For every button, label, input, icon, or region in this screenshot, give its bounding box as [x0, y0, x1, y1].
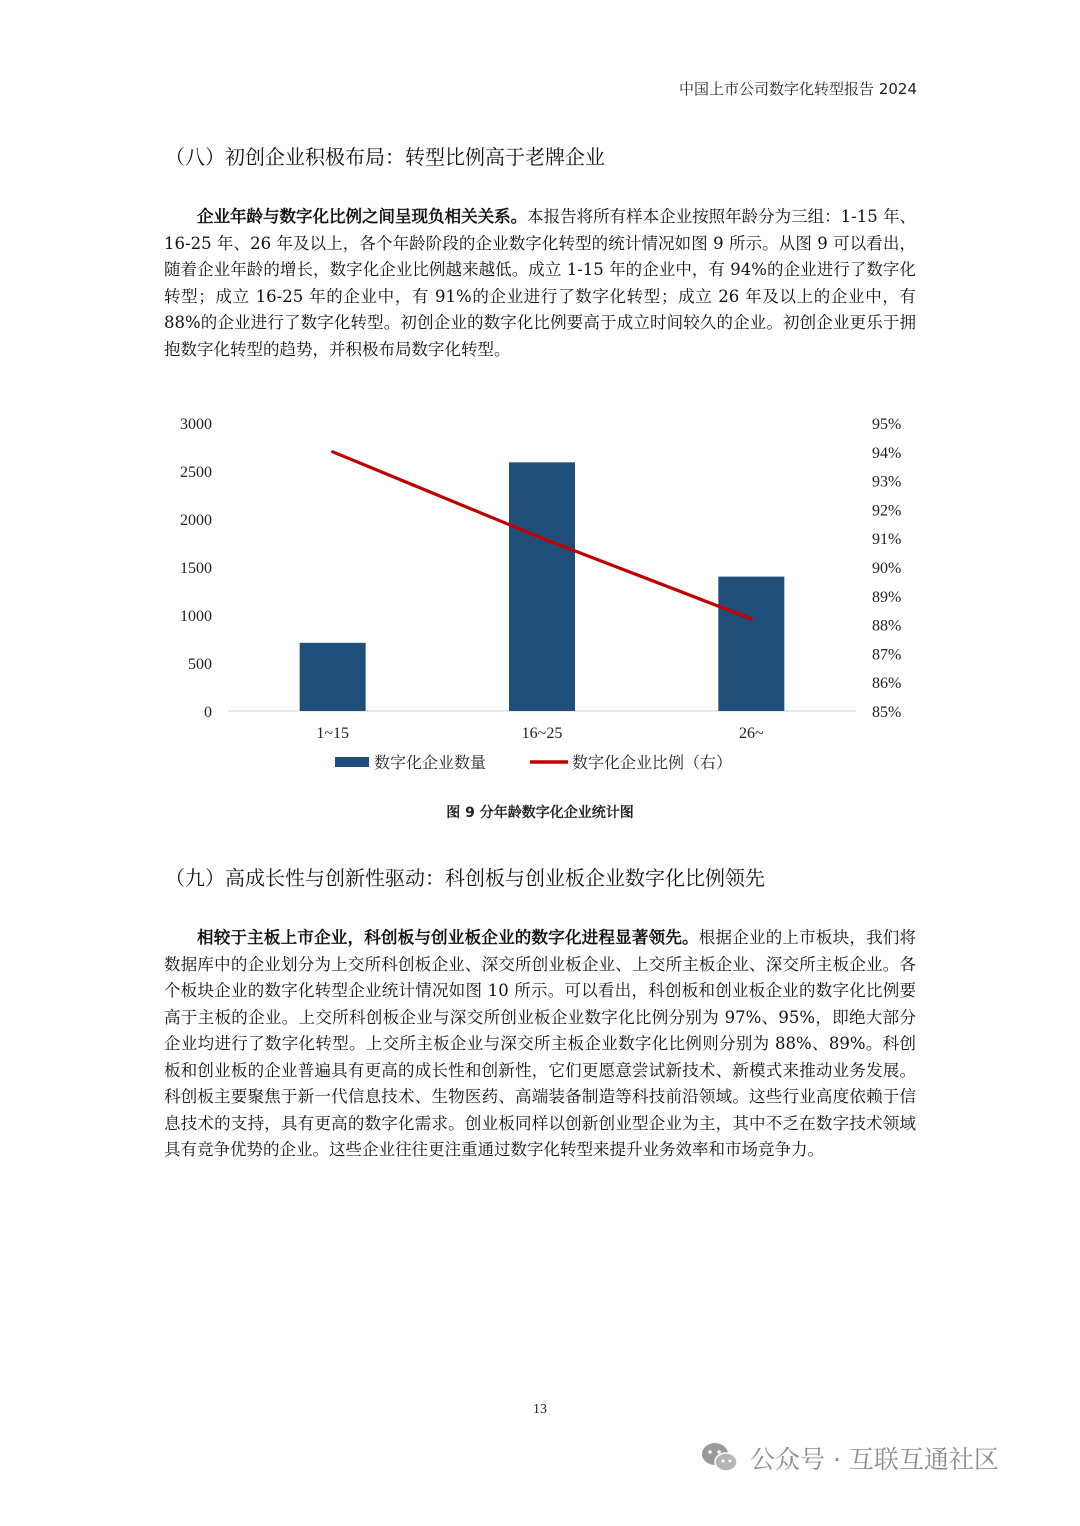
x-axis-tick-label: 16~25: [521, 725, 563, 742]
right-axis-tick-label: 93%: [872, 473, 902, 491]
right-axis-ticks: [872, 416, 901, 721]
legend-line-label: 数字化企业比例（右）: [572, 753, 733, 772]
section-9-lead: 相较于主板上市企业，科创板与创业板企业的数字化进程显著领先。: [197, 928, 699, 947]
bar-26~: [718, 577, 784, 711]
age-digitalization-chart: [160, 408, 930, 798]
right-axis-tick-label: 87%: [872, 646, 902, 664]
section-8-heading: （八）初创企业积极布局：转型比例高于老牌企业: [165, 145, 605, 169]
right-axis-tick-label: 95%: [872, 416, 902, 433]
section-8-paragraph: [164, 204, 916, 363]
report-header: 中国上市公司数字化转型报告 2024: [679, 80, 917, 98]
bar-16~25: [509, 462, 575, 711]
bar-series: [300, 462, 785, 711]
watermark: [700, 1436, 1050, 1480]
wechat-icon: [700, 1440, 740, 1476]
left-axis-ticks: [180, 416, 212, 721]
section-9-paragraph: [164, 925, 916, 1164]
right-axis-tick-label: 85%: [872, 704, 902, 721]
left-axis-tick-label: 2500: [180, 464, 212, 481]
section-9-body: 根据企业的上市板块，我们将数据库中的企业划分为上交所科创板企业、深交所创业板企业、上交所主板企业、深交所主板企业。各个板块企业的数字化转型企业统计情况如图 10 所示。可以看出，科创板和创业板企业的数字化比例要高于主板的企业。上交所科创板企业与深交所创业板企业数字化比例分别为 97%、95%，即绝大部分企业均进行了数字化转型。上交所主板企业与深交所主板企业数字化比例则分别为 88%、89%。科创板和创业板的企业普遍具有更高的成长性和创新性，它们更愿意尝试新技术、新模式来推动业务发展。科创板主要聚焦于新一代信息技术、生物医药、高端装备制造等科技前沿领域。这些行业高度依赖于信息技术的支持，具有更高的数字化需求。创业板同样以创新创业型企业为主，其中不乏在数字技术领域具有竞争优势的企业。这些企业往往更注重通过数字化转型来提升业务效率和市场竞争力。: [164, 928, 917, 1159]
section-8-body: 本报告将所有样本企业按照年龄分为三组：1-15 年、16-25 年、26 年及以上，各个年龄阶段的企业数字化转型的统计情况如图 9 所示。从图 9 可以看出，随着企业年龄的增长，数字化企业比例越来越低。成立 1-15 年的企业中，有 94%的企业进行了数字化转型；成立 16-25 年的企业中，有 91%的企业进行了数字化转型；成立 26 年及以上的企业中，有 88%的企业进行了数字化转型。初创企业的数字化比例要高于成立时间较久的企业。初创企业更乐于拥抱数字化转型的趋势，并积极布局数字化转型。: [164, 207, 916, 359]
right-axis-tick-label: 94%: [872, 444, 902, 462]
chart-legend: [335, 753, 732, 772]
bar-1~15: [300, 643, 366, 711]
right-axis-tick-label: 90%: [872, 560, 902, 577]
right-axis-tick-label: 89%: [872, 588, 902, 606]
left-axis-tick-label: 1000: [180, 608, 212, 625]
left-axis-tick-label: 2000: [180, 512, 212, 529]
legend-bar-label: 数字化企业数量: [374, 753, 487, 772]
section-8-lead: 企业年龄与数字化比例之间呈现负相关关系。: [197, 207, 528, 226]
ratio-point-16~25: [540, 537, 543, 540]
right-axis-tick-label: 92%: [872, 502, 902, 520]
ratio-point-1~15: [331, 450, 334, 453]
right-axis-tick-label: 91%: [872, 531, 902, 549]
x-axis-tick-label: 26~: [739, 725, 764, 742]
watermark-text: 公众号 · 互联互通社区: [750, 1445, 999, 1474]
section-9-heading: （九）高成长性与创新性驱动：科创板与创业板企业数字化比例领先: [165, 866, 765, 890]
left-axis-tick-label: 3000: [180, 416, 212, 433]
x-axis-ticks: [316, 725, 764, 742]
left-axis-tick-label: 0: [204, 704, 212, 721]
figure-caption: 图 9 分年龄数字化企业统计图: [446, 805, 634, 821]
x-axis-tick-label: 1~15: [316, 725, 349, 742]
left-axis-tick-label: 1500: [180, 560, 212, 577]
right-axis-tick-label: 86%: [872, 675, 902, 693]
legend-bar-swatch: [335, 757, 369, 767]
ratio-point-26~: [750, 617, 753, 620]
right-axis-tick-label: 88%: [872, 617, 902, 635]
page-number: 13: [533, 1402, 547, 1417]
left-axis-tick-label: 500: [188, 656, 212, 673]
